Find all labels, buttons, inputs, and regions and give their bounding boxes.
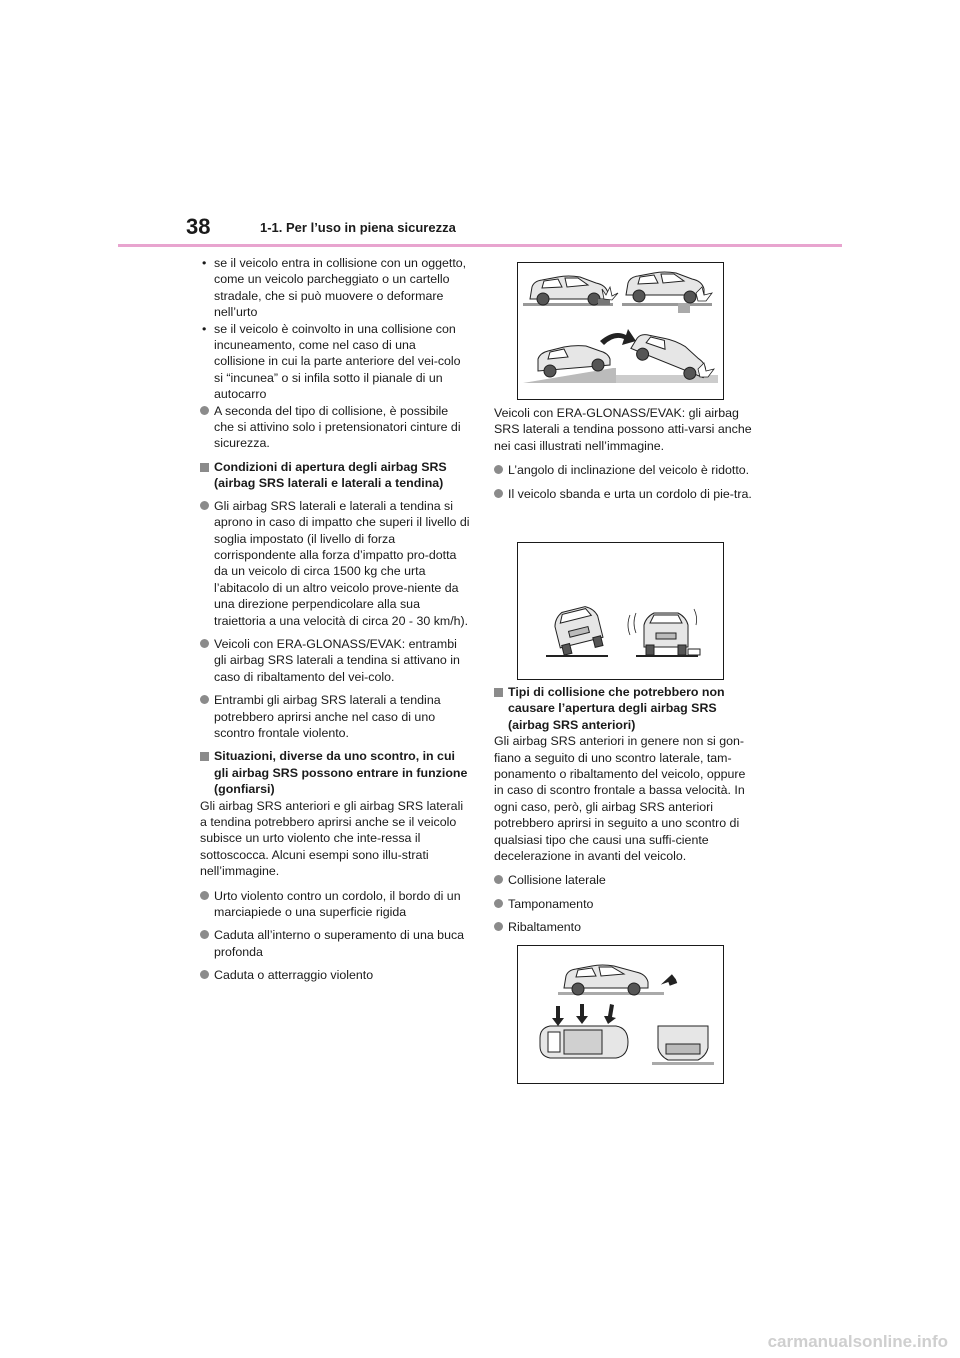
car-icon <box>626 272 704 303</box>
illustration-tilt-and-curb <box>517 542 724 680</box>
heading-conditions: Condizioni di apertura degli airbag SRS (airbag SRS laterali e laterali a tendina) <box>200 459 470 492</box>
no-deploy-intro: Gli airbag SRS anteriori in genere non si gon-fiano a seguito di uno scontro laterale, tam-ponamento o ribaltamento del veicolo, oppure in caso di scontro frontale a bassa velocità. In ogni caso, però, gli airbag SRS anteriori potrebbero aprirsi in seguito a uno scontro di qualsiasi tipo che causi una suffi-ciente decelerazione in avanti del veicolo. <box>494 734 746 864</box>
condition-item: Veicoli con ERA-GLONASS/EVAK: entrambi gli airbag SRS laterali a tendina si attivano in caso di ribaltamento del vei-colo. <box>200 636 470 685</box>
illustration-non-deploy-collisions-svg <box>518 946 723 1083</box>
car-icon <box>564 965 648 995</box>
illustration-tilt-and-curb-svg <box>518 543 723 679</box>
arrow-icon <box>604 1004 616 1024</box>
era-item: L’angolo di inclinazione del veicolo è ridotto. <box>494 462 756 478</box>
situation-item: Urto violento contro un cordolo, il bordo di un marciapiede o una superficie rigida <box>200 888 470 921</box>
era-note: Veicoli con ERA-GLONASS/EVAK: gli airbag SRS laterali a tendina possono atti-varsi anche nei casi illustrati nell’immagine. <box>494 406 752 453</box>
watermark: carmanualsonline.info <box>767 1332 948 1351</box>
situations-intro: Gli airbag SRS anteriori e gli airbag SRS laterali a tendina potrebbero aprirsi anche se il veicolo subisce un urto violento che inte-ressa il sottoscocca. Alcuni esempi sono illu-strati nell’immagine. <box>200 798 464 879</box>
dash-item: • se il veicolo entra in collisione con un oggetto, come un veicolo parcheggiato o un cartello stradale, che si può muovere o deformare nell’urto <box>200 255 470 321</box>
car-rollover-icon <box>658 1026 708 1060</box>
condition-item: Entrambi gli airbag SRS laterali a tendina potrebbero aprirsi anche nel caso di uno scontro frontale violento. <box>200 692 470 741</box>
situation-item: Caduta all’interno o superamento di una buca profonda <box>200 927 470 960</box>
car-front-icon <box>644 613 688 655</box>
note-pretensioners: A seconda del tipo di collisione, è possibile che si attivino solo i pretensionatori cinture di sicurezza. <box>200 403 470 452</box>
dash-item: • se il veicolo è coinvolto in una collisione con incuneamento, come nel caso di una collisione in cui la parte anteriore del vei-colo si “incunea” o si infila sotto il pianale di un autocarro <box>200 321 470 403</box>
left-column <box>200 255 470 991</box>
no-deploy-item: Ribaltamento <box>494 919 756 935</box>
header-rule <box>118 244 842 247</box>
heading-no-deploy: Tipi di collisione che potrebbero non causare l’apertura degli airbag SRS (airbag SRS anteriori) <box>494 684 756 733</box>
arrow-icon <box>552 1006 564 1026</box>
car-icon <box>530 276 608 305</box>
right-column-bottom <box>494 684 756 943</box>
right-column-top <box>494 405 756 509</box>
car-front-icon <box>552 604 605 655</box>
section-title: 1-1. Per l’uso in piena sicurezza <box>260 220 456 235</box>
condition-item: Gli airbag SRS laterali e laterali a tendina si aprono in caso di impatto che superi il livello di soglia impostato (il livello di forza corrispondente alla forza d’impatto pro-dotta da un veicolo di circa 1500 kg che urta l’abitacolo di un altro veicolo prove-niente da una direzione perpendicolare alla sua traiettoria a una velocità di circa 20 - 30 km/h). <box>200 498 470 629</box>
car-top-icon <box>540 1026 628 1058</box>
no-deploy-item: Tamponamento <box>494 896 756 912</box>
arrow-icon <box>600 329 636 345</box>
no-deploy-item: Collisione laterale <box>494 872 756 888</box>
situation-item: Caduta o atterraggio violento <box>200 967 470 983</box>
illustration-undercarriage-impacts-svg <box>518 263 723 399</box>
illustration-non-deploy-collisions <box>517 945 724 1084</box>
arrow-icon <box>576 1004 588 1024</box>
arrow-icon <box>659 974 677 989</box>
era-item: Il veicolo sbanda e urta un cordolo di pie-tra. <box>494 486 756 502</box>
page-number: 38 <box>186 214 211 239</box>
heading-situations: Situazioni, diverse da uno scontro, in cui gli airbag SRS possono entrare in funzione (gonfiarsi) <box>200 748 470 797</box>
illustration-undercarriage-impacts <box>517 262 724 400</box>
